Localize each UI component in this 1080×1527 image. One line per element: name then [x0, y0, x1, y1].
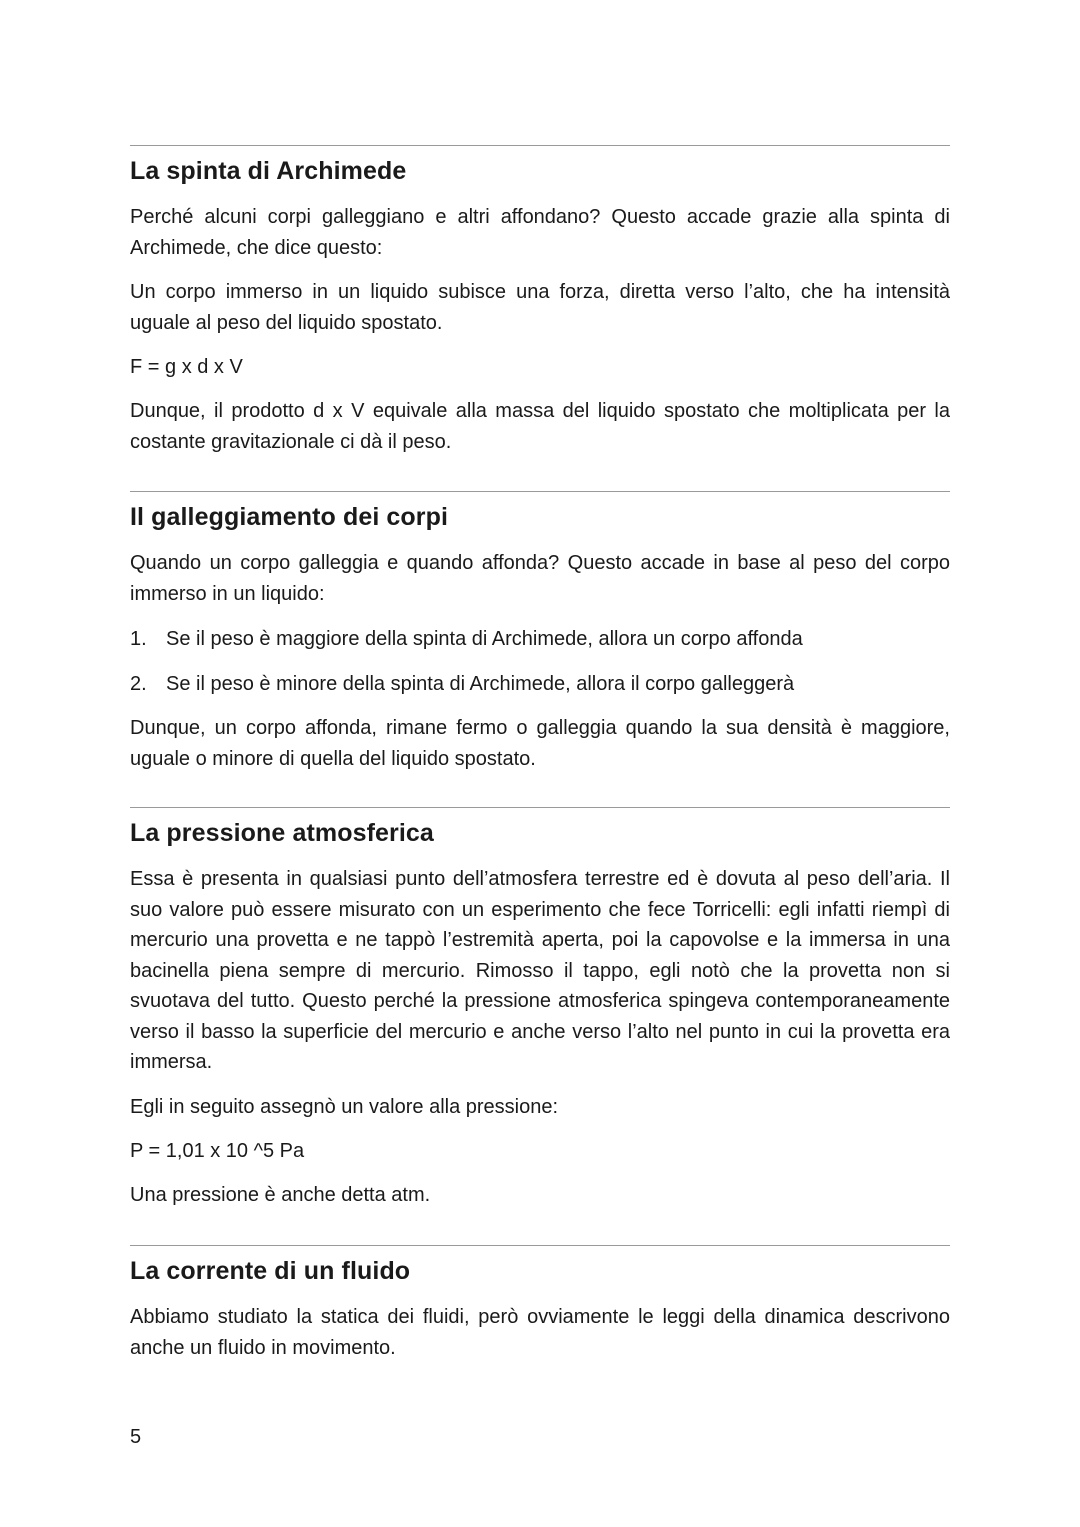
page-number: 5 [130, 1426, 142, 1448]
section-divider [130, 491, 950, 492]
paragraph: Abbiamo studiato la statica dei fluidi, però ovviamente le leggi della dinamica descrivono anche un fluido in movimento. [130, 1306, 950, 1359]
section-divider [130, 807, 950, 808]
section-galleggiamento [130, 491, 950, 774]
paragraph: Essa è presenta in qualsiasi punto dell’atmosfera terrestre ed è dovuta al peso dell’aria. Il suo valore può essere misurato con un esperimento che fece Torricelli: egli infatti riempì di mercurio una provetta e ne tappò l’estremità aperta, poi la capovolse e la immersa in una bacinella piena sempre di mercurio. Rimosso il tappo, egli notò che la provetta non si svuotava del tutto. Questo perché la pressione atmosferica spingeva contemporaneamente verso il basso la superficie del mercurio e anche verso l’alto nel punto in cui la provetta era immersa. [130, 868, 950, 1073]
paragraph: Dunque, un corpo affonda, rimane fermo o galleggia quando la sua densità è maggiore, uguale o minore di quella del liquido spostato. [130, 717, 950, 770]
section-title: La corrente di un fluido [130, 1257, 411, 1285]
section-title: Il galleggiamento dei corpi [130, 503, 449, 531]
section-corrente [130, 1245, 950, 1363]
paragraph: Egli in seguito assegnò un valore alla pressione: [130, 1095, 559, 1118]
list-item [130, 669, 950, 699]
list-number: 2. [130, 673, 147, 695]
paragraph: Una pressione è anche detta atm. [130, 1184, 431, 1206]
section-pressione [130, 807, 950, 1211]
paragraph: Un corpo immerso in un liquido subisce una forza, diretta verso l’alto, che ha intensità uguale al peso del liquido spostato. [130, 281, 950, 334]
section-divider [130, 145, 950, 146]
formula: F = g x d x V [130, 356, 243, 378]
paragraph: Dunque, il prodotto d x V equivale alla massa del liquido spostato che moltiplicata per la costante gravitazionale ci dà il peso. [130, 400, 950, 453]
section-archimede [130, 145, 950, 457]
section-title: La pressione atmosferica [130, 819, 434, 847]
paragraph: Quando un corpo galleggia e quando affonda? Questo accade in base al peso del corpo immerso in un liquido: [130, 552, 950, 605]
section-divider [130, 1245, 950, 1246]
list-number: 1. [130, 628, 147, 650]
paragraph: Perché alcuni corpi galleggiano e altri affondano? Questo accade grazie alla spinta di Archimede, che dice questo: [130, 206, 950, 259]
list-item [130, 624, 950, 654]
list-text: Se il peso è maggiore della spinta di Archimede, allora un corpo affonda [166, 628, 803, 650]
numbered-list [130, 624, 950, 699]
list-text: Se il peso è minore della spinta di Archimede, allora il corpo galleggerà [166, 673, 795, 695]
section-title: La spinta di Archimede [130, 157, 407, 185]
formula: P = 1,01 x 10 ^5 Pa [130, 1140, 305, 1162]
